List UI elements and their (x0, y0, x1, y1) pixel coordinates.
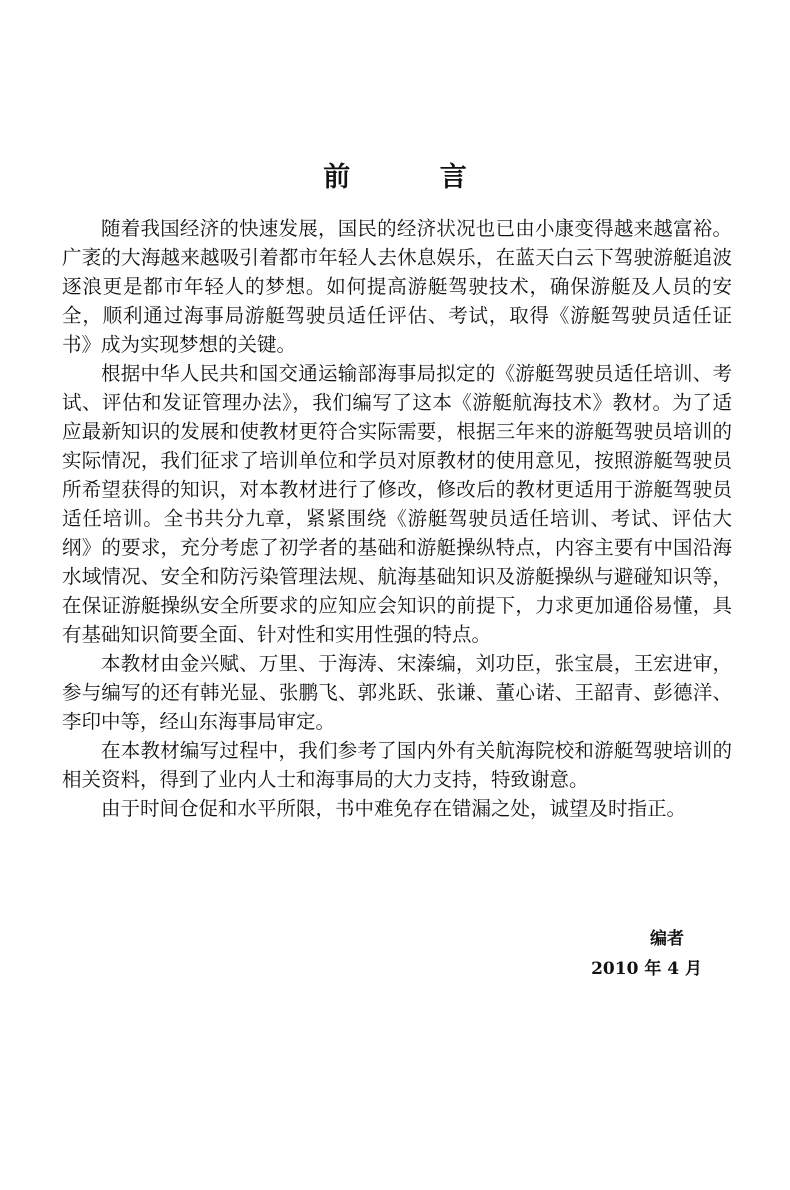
paragraph-2: 根据中华人民共和国交通运输部海事局拟定的《游艇驾驶员适任培训、考试、评估和发证管理办法》，我们编写了这本《游艇航海技术》教材。为了适应最新知识的发展和使教材更符合实际需要，根据三年来的游艇驾驶员培训的实际情况，我们征求了培训单位和学员对原教材的使用意见，按照游艇驾驶员所希望获得的知识，对本教材进行了修改，修改后的教材更适用于游艇驾驶员适任培训。全书共分九章，紧紧围绕《游艇驾驶员适任培训、考试、评估大纲》的要求，充分考虑了初学者的基础和游艇操纵特点，内容主要有中国沿海水域情况、安全和防污染管理法规、航海基础知识及游艇操纵与避碰知识等，在保证游艇操纵安全所要求的应知应会知识的前提下，力求更加通俗易懂，具有基础知识简要全面、针对性和实用性强的特点。 (62, 362, 732, 646)
signature-block (591, 924, 702, 984)
paragraph-5: 由于时间仓促和水平所限，书中难免存在错漏之处，诚望及时指正。 (101, 797, 687, 820)
paragraph-4: 在本教材编写过程中，我们参考了国内外有关航海院校和游艇驾驶培训的相关资料，得到了业内人士和海事局的大力支持，特致谢意。 (62, 739, 732, 791)
paragraph-1: 随着我国经济的快速发展，国民的经济状况也已由小康变得越来越富裕。广袤的大海越来越吸引着都市年轻人去休息娱乐，在蓝天白云下驾驶游艇追波逐浪更是都市年轻人的梦想。如何提高游艇驾驶技术，确保游艇及人员的安全，顺利通过海事局游艇驾驶员适任评估、考试，取得《游艇驾驶员适任证书》成为实现梦想的关键。 (62, 217, 732, 356)
signature-author: 编者 (650, 929, 684, 949)
page-title: 前 言 (323, 162, 507, 193)
preface-body (62, 214, 732, 823)
signature-date: 2010 年 4 月 (591, 959, 702, 979)
paragraph-3: 本教材由金兴赋、万里、于海涛、宋溱编，刘功臣，张宝晨，王宏进审，参与编写的还有韩光显、张鹏飞、郭兆跃、张谦、董心诺、王韶青、彭德洋、李印中等，经山东海事局审定。 (62, 652, 732, 733)
